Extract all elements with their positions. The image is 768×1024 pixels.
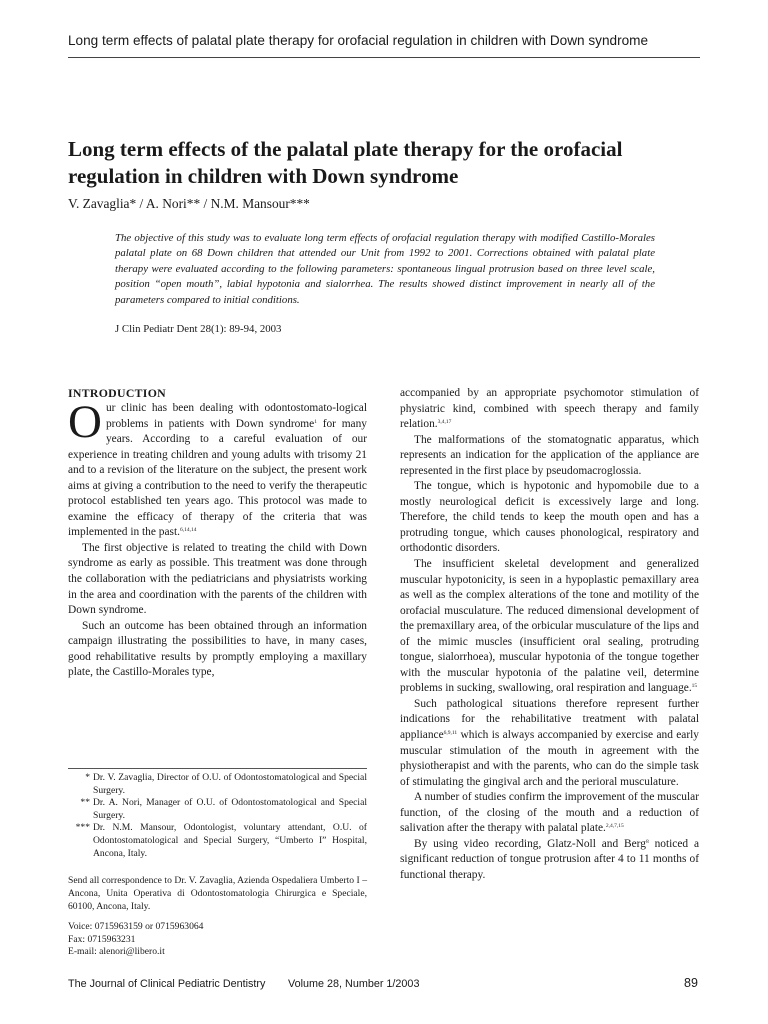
header-rule	[68, 57, 700, 58]
right-paragraph-2: The malformations of the stomatognatic apparatus, which represents an indication for the application of the appliance are represented in the first place by pseudomacroglossia.	[400, 433, 699, 477]
footnote	[68, 772, 367, 797]
voice-number: Voice: 0715963159 or 0715963064	[68, 921, 204, 932]
right-paragraph-5-text-b: which is always accompanied by exercise and early muscular stimulation of the mouth in agreement with the physiotherapist and with the parents, who can do the simple task of stimulating the gingival arch and the perioral musculature.	[400, 729, 699, 788]
email-address: E-mail: alenori@libero.it	[68, 946, 165, 958]
right-paragraph-5-text-a: Such pathological situations therefore represent further indications for the rehabilitative treatment with palatal appliance	[400, 697, 699, 742]
intro-paragraph-1	[68, 396, 367, 541]
title-line-1: Long term effects of the palatal plate therapy for the orofacial	[68, 137, 623, 161]
footnote-text: Dr. N.M. Mansour, Odontologist, voluntary attendant, O.U. of Odontostomatological and Special Surgery, “Umberto I” Hospital, Ancona, Italy.	[93, 822, 367, 859]
right-paragraph-1	[400, 386, 699, 433]
article-title	[68, 136, 708, 190]
citation-superscript: 3,4,17	[437, 419, 452, 426]
footer-volume: Volume 28, Number 1/2003	[288, 978, 420, 990]
author-footnotes	[68, 772, 367, 860]
left-column	[68, 386, 367, 681]
running-head: Long term effects of palatal plate therapy for orofacial regulation in children with Down syndrome	[68, 33, 649, 48]
right-paragraph-4-text: The insufficient skeletal development and generalized muscular hypotonicity, is seen in a hypoplastic pemaxillary area as well as the complex alterations of the tone and motility of the orofacial musculature. The reduced dimensional development of the premaxillary area, of the orbicular musculature of the lips and of the mimic muscles (insufficient oral sealing, protruding tongue, sialorrhoea), muscular hypotonia of the tongue together with the muscular hypotonia of the palatine veil, determine problems in sucking, swallowing, oral respiration and language.	[400, 558, 699, 695]
citation-superscript: 1	[314, 418, 317, 425]
fax-number: Fax: 0715963231	[68, 933, 136, 945]
contact-info	[68, 921, 367, 959]
intro-paragraph-1-text-a: ur clinic has been dealing with odontostomato-logical problems in patients with Down syndrome	[105, 402, 367, 430]
footnote-mark: *	[85, 772, 90, 783]
footer-journal-name: The Journal of Clinical Pediatric Dentistry	[68, 978, 266, 990]
citation-superscript: 15	[691, 683, 698, 690]
footnote-text: Dr. V. Zavaglia, Director of O.U. of Odontostomatological and Special Surgery.	[93, 772, 367, 796]
right-paragraph-7	[400, 837, 699, 884]
right-paragraph-4	[400, 557, 699, 697]
correspondence-note: Send all correspondence to Dr. V. Zavaglia, Azienda Ospedaliera Umberto I – Ancona, Unita Operativa di Odontostomatologia Chirurgica e Speciale, 60100, Ancona, Italy.	[68, 875, 367, 912]
right-paragraph-1-text: accompanied by an appropriate psychomotor stimulation of physiatric kind, combined with speech therapy and family relation.	[400, 387, 699, 431]
footnote-mark: ***	[75, 822, 90, 834]
abstract: The objective of this study was to evaluate long term effects of orofacial regulation therapy with modified Castillo-Morales palatal plate on 68 Down children that attended our Unit from 1992 to 2001. Corrections obtained with palatal plate therapy were evaluated according to the following parameters: spontaneous lingual protrusion based on three level scale, position “open mouth”, labial hypotonia and sialorrhea. The results showed distinct improvement in nearly all of the parameters compared to initial conditions.	[115, 232, 655, 306]
intro-paragraph-1-text-b: for many years. According to a careful evaluation of our experience in treating children and young adults with trisomy 21 and to a revision of the literature on the subject, the present work aims at giving a contribution to the need to verify the therapeutic protocol established ten years ago. This protocol was made to examine the efficacy of therapy of the criteria that was implemented in the past.	[68, 417, 367, 539]
right-paragraph-6	[400, 790, 699, 837]
intro-paragraph-3: Such an outcome has been obtained through an information campaign illustrating the possibilities to have, in many cases, good rehabilitative results by promptly employing a maxillary plate, the Castillo-Morales type,	[68, 619, 367, 679]
footnote-rule	[68, 768, 367, 769]
footnote	[68, 797, 367, 822]
citation-superscript: 8	[645, 838, 649, 845]
citation: J Clin Pediatr Dent 28(1): 89-94, 2003	[115, 323, 282, 335]
right-paragraph-7-text-a: By using video recording, Glatz-Noll and Berg	[414, 837, 646, 850]
footnote	[68, 822, 367, 860]
citation-superscript: 2,4,7,15	[605, 823, 624, 830]
author-list: V. Zavaglia* / A. Nori** / N.M. Mansour***	[68, 196, 310, 211]
section-heading-introduction: INTRODUCTION	[68, 386, 166, 400]
right-paragraph-5	[400, 697, 699, 790]
footnote-text: Dr. A. Nori, Manager of O.U. of Odontostomatological and Special Surgery.	[93, 797, 367, 821]
drop-cap: O	[68, 396, 102, 448]
citation-superscript: 6,14,14	[179, 527, 197, 534]
right-paragraph-6-text: A number of studies confirm the improvement of the muscular function, of the closing of the mouth and a reduction of salivation after the therapy with palatal plate.	[400, 791, 700, 835]
footnote-mark: **	[80, 797, 90, 809]
right-paragraph-7-text-b: noticed a significant reduction of tongue protrusion after 4 to 11 months of functional therapy.	[400, 837, 700, 881]
page-number: 89	[684, 976, 698, 990]
right-paragraph-3: The tongue, which is hypotonic and hypomobile due to a mostly neurological deficit is excessively large and long. Therefore, the child tends to keep the mouth open and has a protruding tongue, which causes phonological, respiratory and orthodontic disorders.	[400, 480, 699, 555]
citation-superscript: 6,9,11	[443, 730, 458, 737]
title-line-2: regulation in children with Down syndrome	[68, 164, 459, 188]
right-column	[400, 386, 699, 884]
intro-paragraph-2: The first objective is related to treating the child with Down syndrome as early as possible. This treatment was done through the collaboration with the pediatricians and physiatrists working in the area and coordination with the parents of the children with Down syndrome.	[68, 541, 367, 617]
